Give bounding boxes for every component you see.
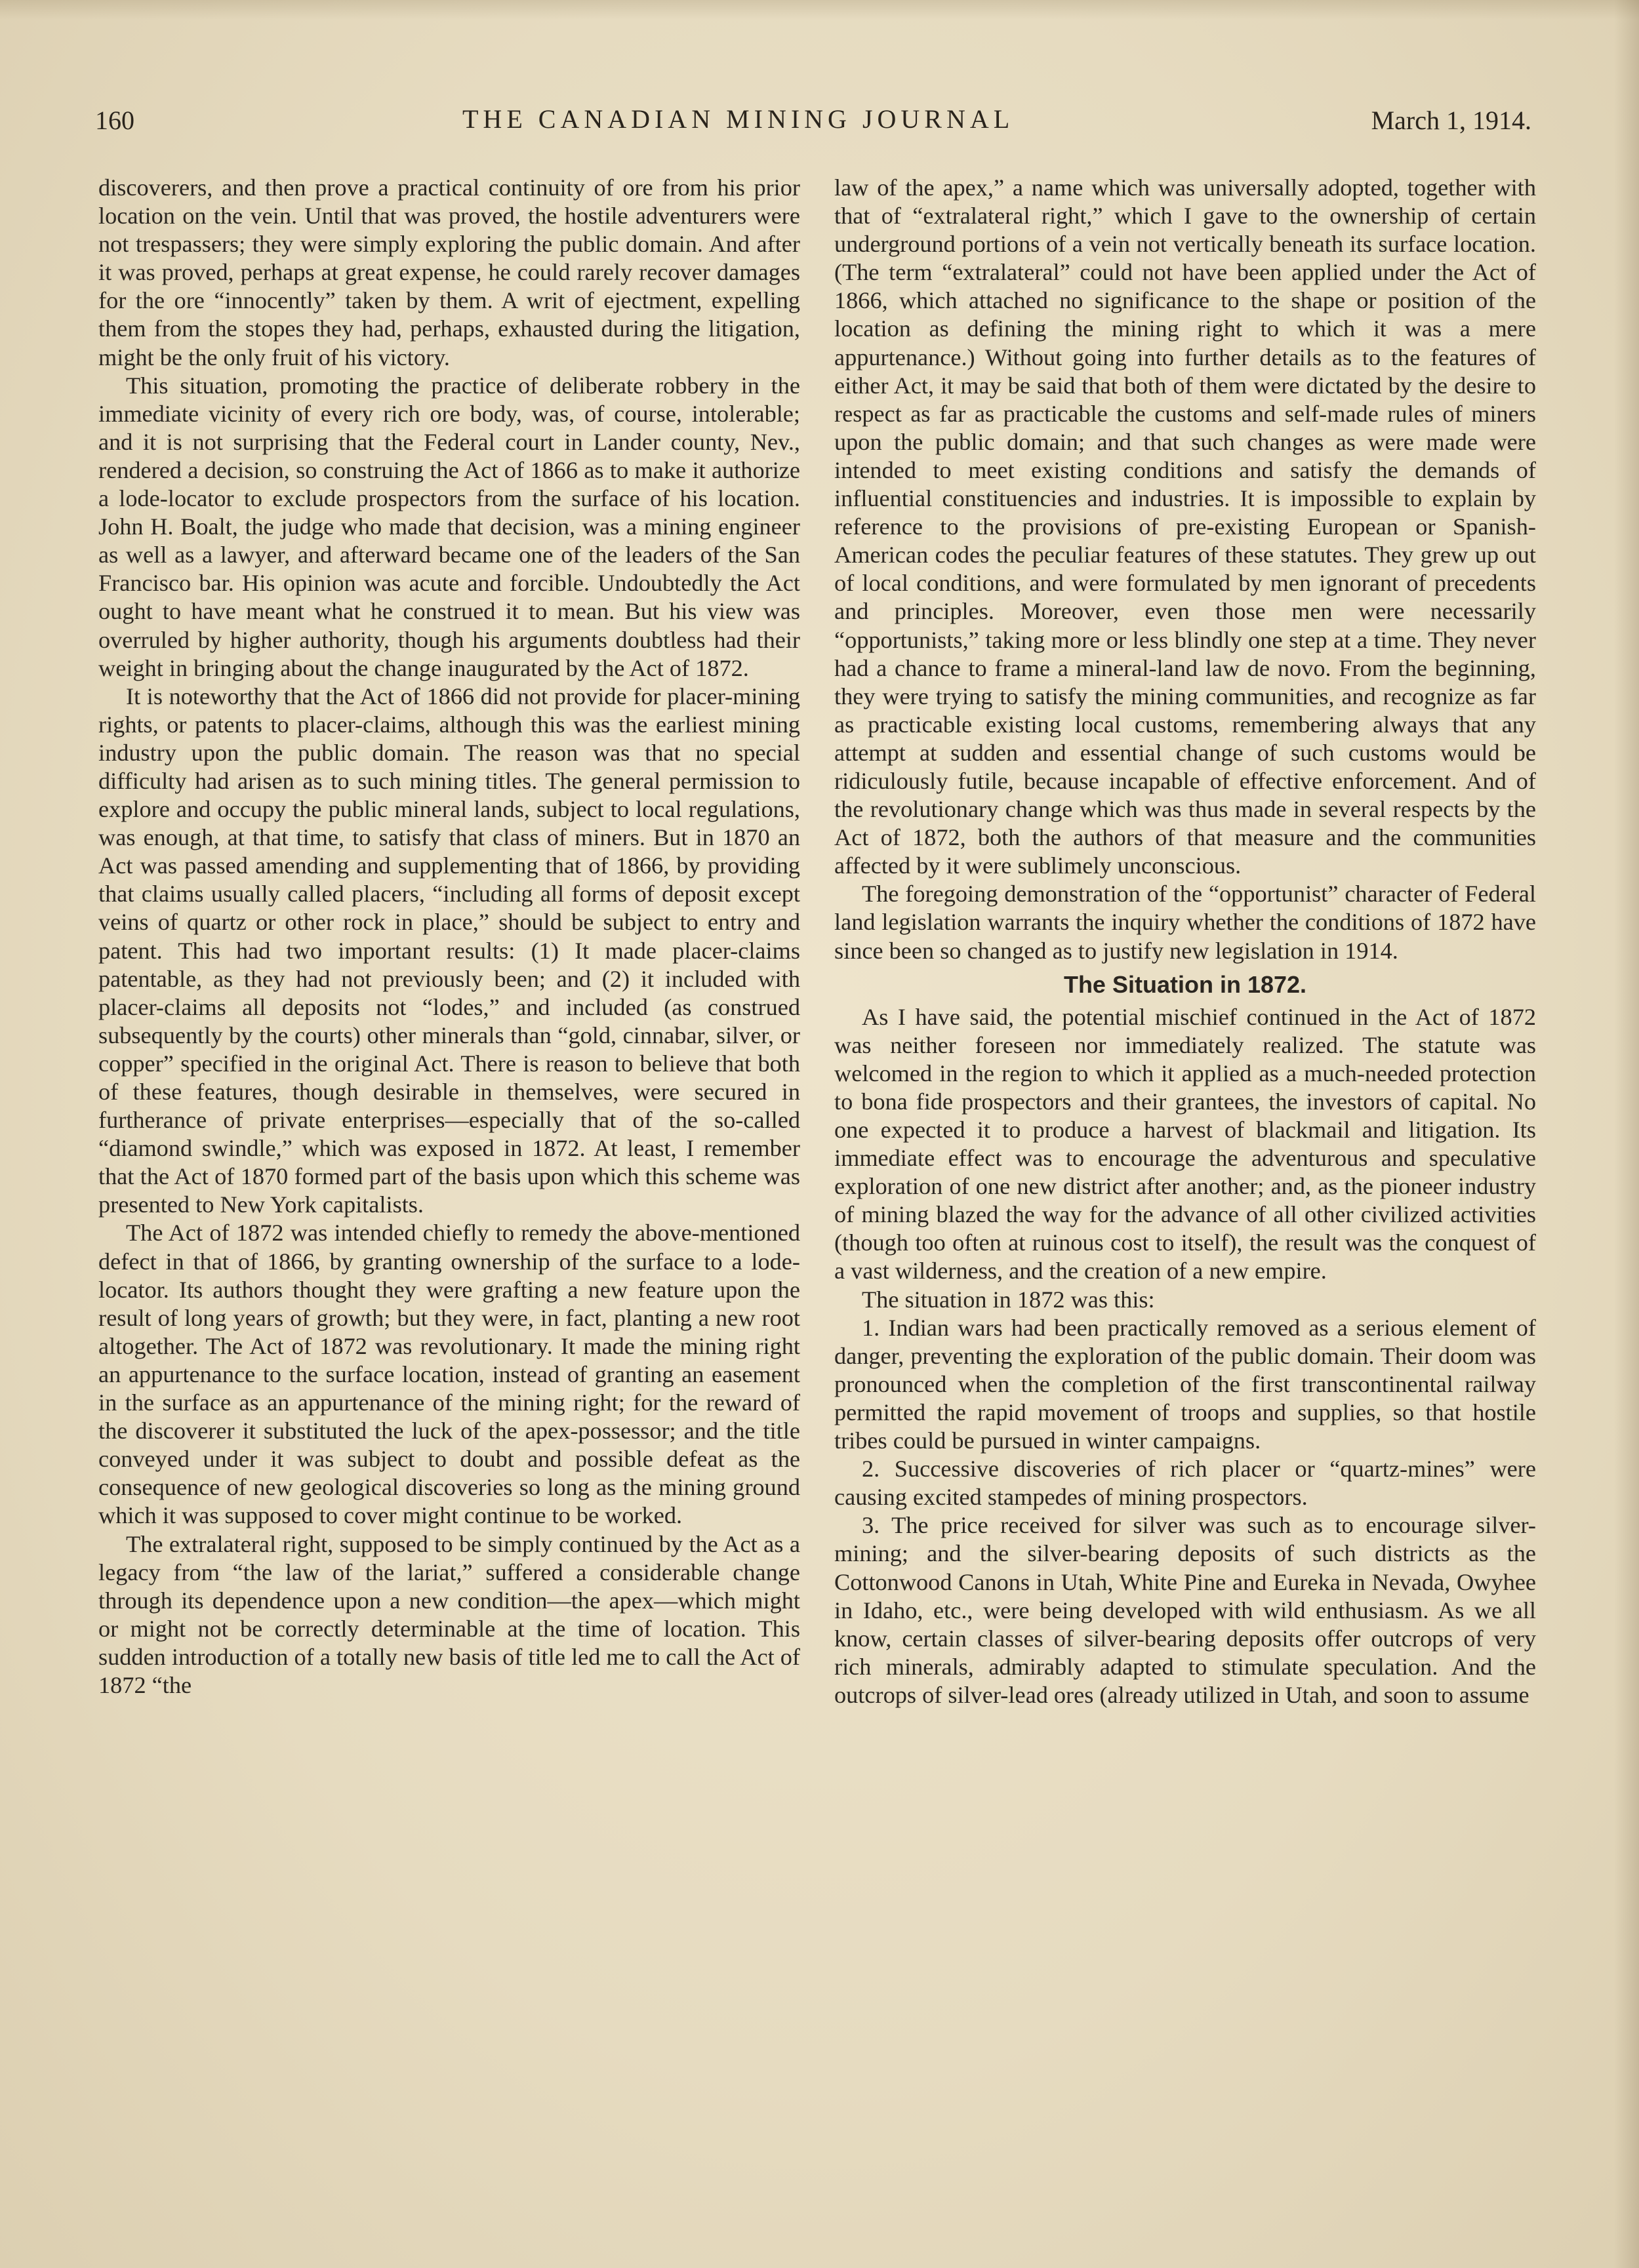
paragraph: law of the apex,” a name which was universally adopted, together with that of “extralateral right,” which I gave to the ownership of certain underground portions of a vein not vertically beneath its surface location. (The term “extralateral” could not have been applied under the Act of 1866, which attached no significance to the shape or position of the location as defining the mining right to which it was a mere appurtenance.) Without going into further details as to the features of either Act, it may be said that both of them were dictated by the desire to respect as far as practicable the customs and self-made rules of miners upon the public domain; and that such changes as were made were intended to meet existing conditions and satisfy the demands of influential constituencies and industries. It is impossible to explain by reference to the provisions of pre-existing European or Spanish-American codes the peculiar features of these statutes. They grew up out of local conditions, and were formulated by men ignorant of precedents and principles. Moreover, even those men were necessarily “opportunists,” taking more or less blindly one step at a time. They never had a chance to frame a mineral-land law de novo. From the beginning, they were trying to satisfy the mining communities, and recognize as far as practicable existing local customs, remembering always that any attempt at sudden and essential change of such customs would be ridiculously futile, because incapable of effective enforcement. And of the revolutionary change which was thus made in several respects by the Act of 1872, both the authors of that measure and the communities affected by it were sublimely unconscious. [834,174,1536,879]
page-number: 160 [95,106,134,135]
right-column [834,174,1536,1709]
section-heading: The Situation in 1872. [1063,970,1307,998]
running-header [95,98,1531,144]
numbered-paragraph: 1. Indian wars had been practically removed as a serious element of danger, preventing the exploration of the public domain. Their doom was pronounced when the completion of the first transcontinental railway permitted the rapid movement of troops and supplies, so that hostile tribes could be pursued in winter campaigns. [834,1314,1536,1454]
paragraph: discoverers, and then prove a practical continuity of ore from his prior location on the vein. Until that was proved, the hostile adventurers were not trespassers; they were simply exploring the public domain. And after it was proved, perhaps at great expense, he could rarely recover damages for the ore “innocently” taken by them. A writ of ejectment, expelling them from the stopes they had, perhaps, exhausted during the litigation, might be the only fruit of his victory. [98,174,800,370]
paragraph: The foregoing demonstration of the “opportunist” character of Federal land legislation warrants the inquiry whether the conditions of 1872 have since been so changed as to justify new legislation in 1914. [834,881,1536,964]
page-fold-shadow [1614,0,1639,2268]
page-top-shadow [0,0,1639,20]
numbered-paragraph: 3. The price received for silver was such as to encourage silver-mining; and the silver-bearing deposits of such districts as the Cottonwood Canons in Utah, White Pine and Eureka in Nevada, Owyhee in Idaho, etc., were being developed with wild enthusiasm. As we all know, certain classes of silver-bearing deposits offer outcrops of very rich minerals, admirably adapted to stimulate speculation. And the outcrops of silver-lead ores (already utilized in Utah, and soon to assume [834,1512,1536,1708]
paragraph: The extralateral right, supposed to be simply continued by the Act as a legacy from “the law of the lariat,” suffered a considerable change through its dependence upon a new condition—the apex—which might or might not be correctly determinable at the time of location. This sudden introduction of a totally new basis of title led me to call the Act of 1872 “the [98,1530,800,1698]
paragraph: This situation, promoting the practice of deliberate robbery in the immediate vicinity of every rich ore body, was, of course, intolerable; and it is not surprising that the Federal court in Lander county, Nev., rendered a decision, so construing the Act of 1866 as to make it authorize a lode-locator to exclude prospectors from the surface of his location. John H. Boalt, the judge who made that decision, was a mining engineer as well as a lawyer, and afterward became one of the leaders of the San Francisco bar. His opinion was acute and forcible. Undoubtedly the Act ought to have meant what he construed it to mean. But his view was overruled by higher authority, though his arguments doubtless had their weight in bringing about the change inaugurated by the Act of 1872. [98,372,800,681]
paragraph: As I have said, the potential mischief continued in the Act of 1872 was neither foreseen nor immediately realized. The statute was welcomed in the region to which it applied as a much-needed protection to bona fide prospectors and their grantees, the investors of capital. No one expected it to produce a harvest of blackmail and litigation. Its immediate effect was to encourage the adventurous and speculative exploration of one new district after another; and, as the pioneer industry of mining blazed the way for the advance of all other civilized activities (though too often at ruinous cost to itself), the result was the conquest of a vast wilderness, and the creation of a new empire. [834,1003,1536,1284]
left-column [98,174,800,1700]
numbered-paragraph: 2. Successive discoveries of rich placer or “quartz-mines” were causing excited stampedes of mining prospectors. [834,1456,1536,1511]
issue-date: March 1, 1914. [1371,106,1531,135]
paragraph: It is noteworthy that the Act of 1866 did not provide for placer-mining rights, or patents to placer-claims, although this was the earliest mining industry upon the public domain. The reason was that no special difficulty had arisen as to such mining titles. The general permission to explore and occupy the public mineral lands, subject to local regulations, was enough, at that time, to satisfy that class of miners. But in 1870 an Act was passed amending and supplementing that of 1866, by providing that claims usually called placers, “including all forms of deposit except veins of quartz or other rock in place,” should be subject to entry and patent. This had two important results: (1) It made placer-claims patentable, as they had not previously been; and (2) it included with placer-claims all deposits not “lodes,” and included (as construed subsequently by the courts) other minerals than “gold, cinnabar, silver, or copper” specified in the original Act. There is reason to believe that both of these features, though desirable in themselves, were secured in furtherance of private enterprises—especially that of the so-called “diamond swindle,” which was exposed in 1872. At least, I remember that the Act of 1870 formed part of the basis upon which this scheme was presented to New York capitalists. [98,683,800,1218]
journal-title: THE CANADIAN MINING JOURNAL [462,104,1015,134]
paragraph: The situation in 1872 was this: [862,1286,1155,1313]
paragraph: The Act of 1872 was intended chiefly to remedy the above-mentioned defect in that of 1866, by granting ownership of the surface to a lode-locator. Its authors thought they were grafting a new feature upon the result of long years of growth; but they were, in fact, planting a new root altogether. The Act of 1872 was revolutionary. It made the mining right an appurtenance to the surface location, instead of granting an easement in the surface as an appurtenance of the mining right; for the reward of the discoverer it substituted the luck of the apex-possessor; and the title conveyed under it was subject to doubt and possible defeat as the consequence of new geological discoveries so long as the mining ground which it was supposed to cover might continue to be worked. [98,1220,800,1529]
